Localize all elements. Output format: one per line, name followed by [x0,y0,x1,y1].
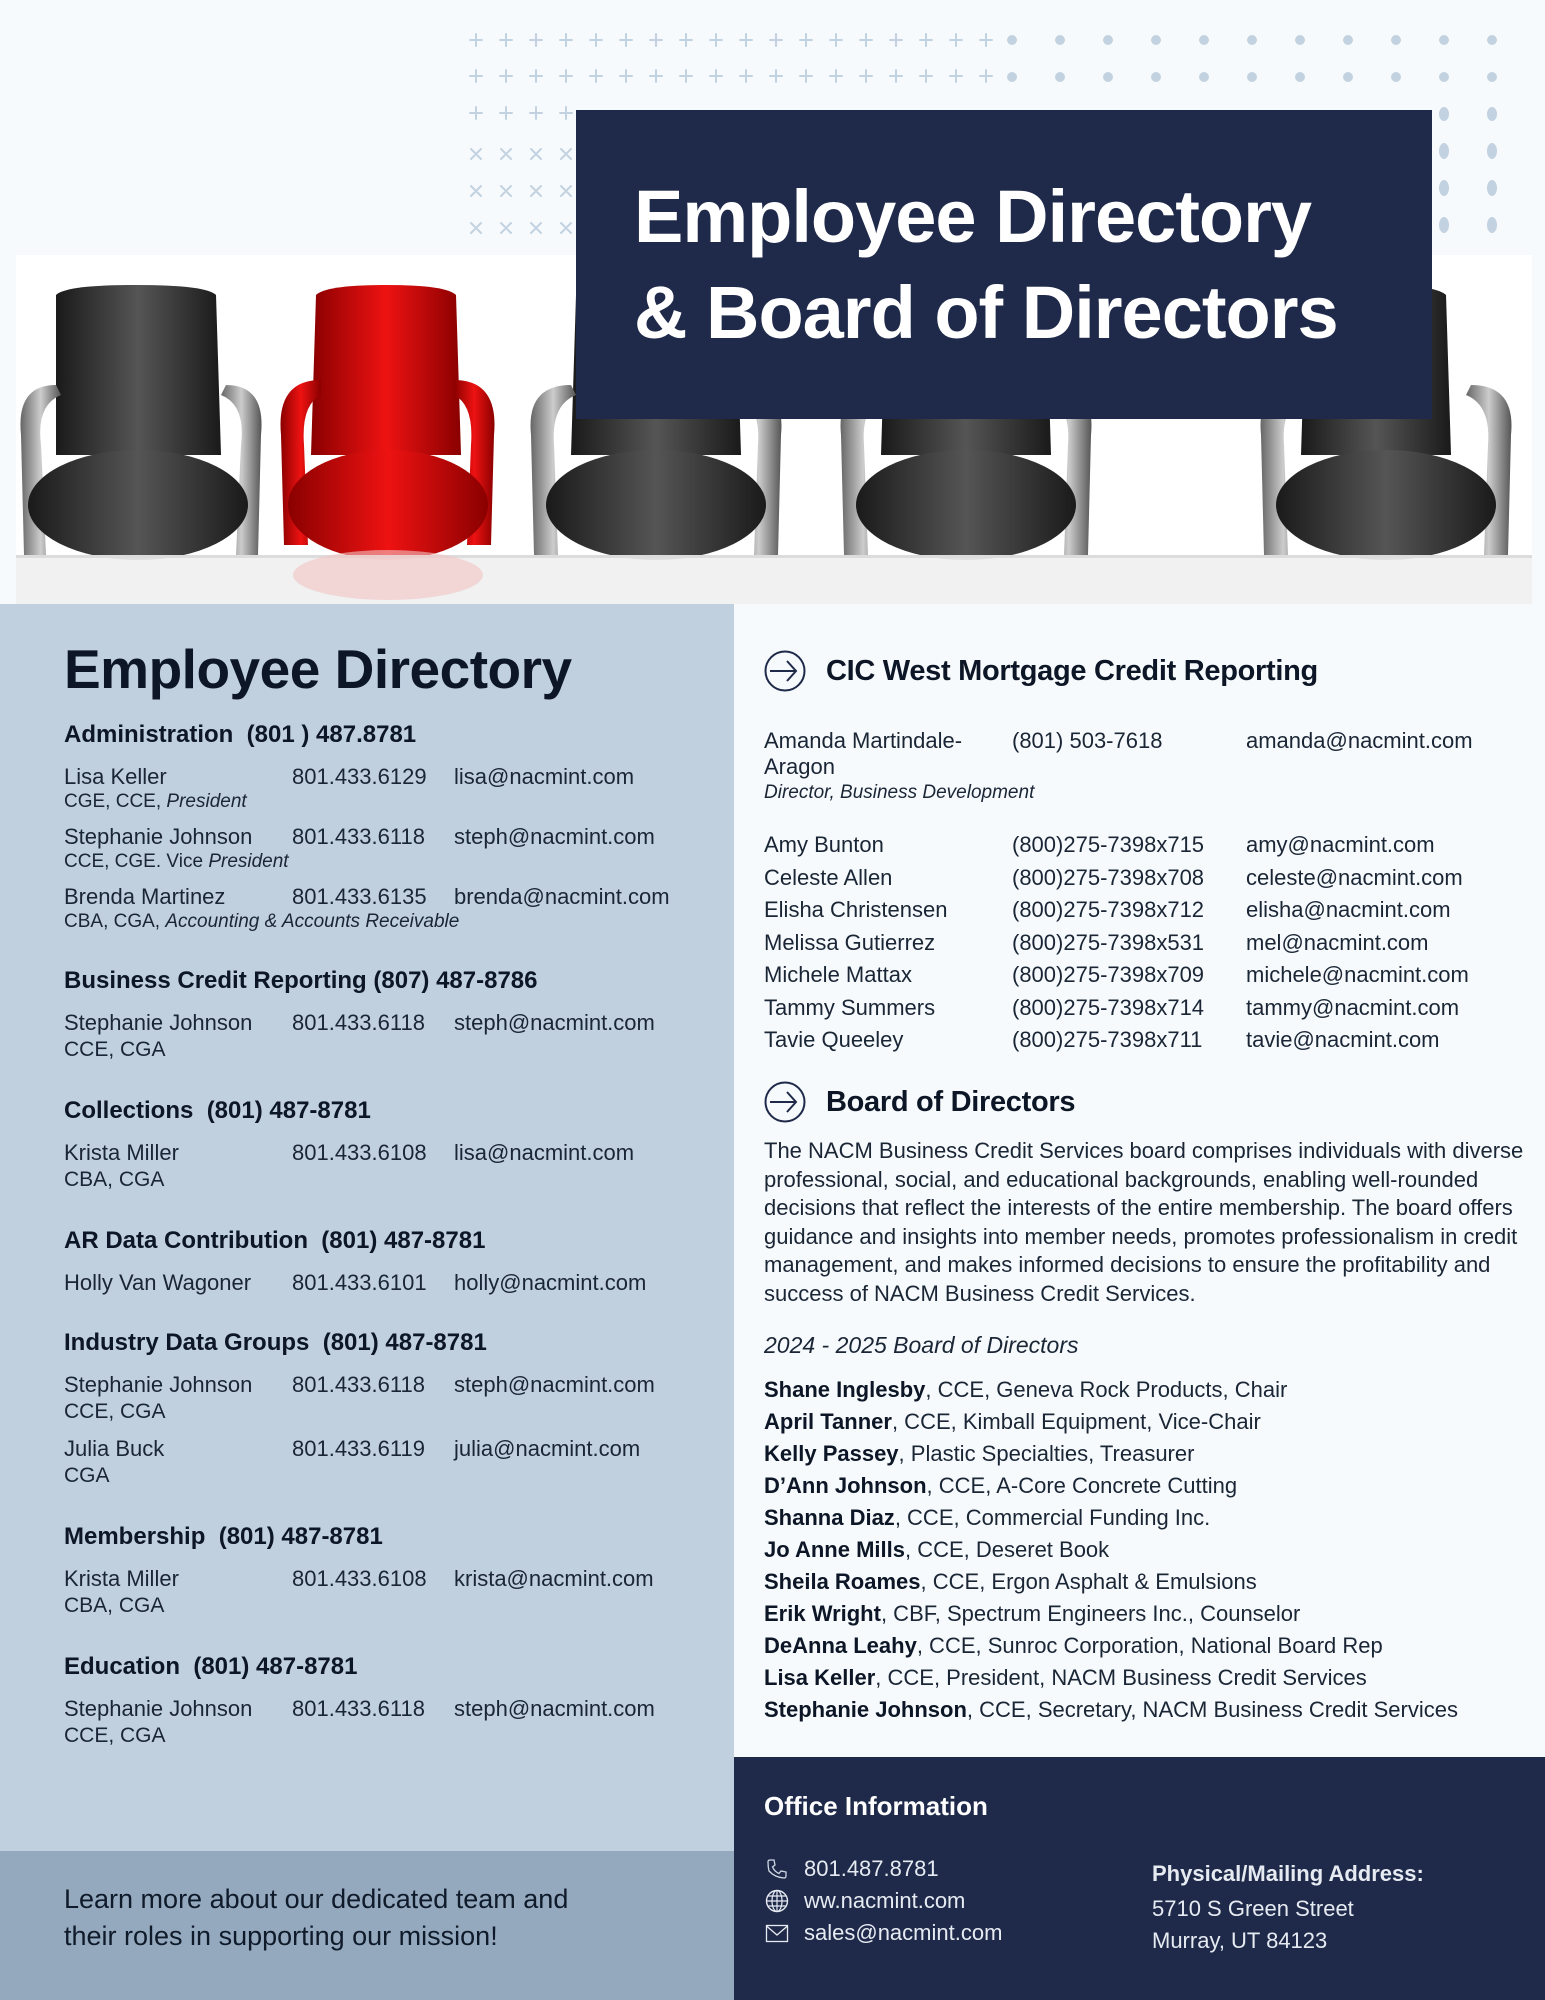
department-education [64,1652,734,1750]
arrow-right-circle-icon [764,1081,806,1123]
employee-name: Stephanie Johnson [64,824,253,849]
employee-email[interactable]: celeste@nacmint.com [1246,864,1463,890]
employee-name: Holly Van Wagoner [64,1270,252,1295]
list-item [764,962,1545,988]
list-item [764,995,1545,1021]
globe-icon [764,1888,790,1914]
employee-entry [64,1140,734,1194]
employee-phone[interactable]: (800)275-7398x709 [1012,962,1205,987]
address-line-2: Murray, UT 84123 [1152,1928,1328,1953]
list-item [764,832,1545,858]
employee-credentials: CGA [64,1464,110,1487]
employee-phone[interactable]: (800)275-7398x714 [1012,994,1205,1020]
employee-name: Tammy Summers [764,994,936,1020]
department-heading: Industry Data Groups (801) 487-8781 [64,1329,487,1356]
employee-email[interactable]: steph@nacmint.com [454,1696,655,1721]
employee-email[interactable]: michele@nacmint.com [1246,962,1469,987]
employee-phone[interactable]: 801.433.6118 [292,1010,425,1035]
employee-email[interactable]: tavie@nacmint.com [1246,1027,1440,1052]
cic-lead-entry [764,728,1545,806]
employee-name: Stephanie Johnson [64,1010,253,1035]
board-member: Kelly Passey, Plastic Specialties, Treasurer [764,1441,1195,1466]
office-address [1152,1853,1424,1957]
employee-phone[interactable]: 801.433.6129 [292,764,427,789]
employee-email[interactable]: julia@nacmint.com [454,1436,641,1461]
phone-icon [764,1856,790,1882]
department-membership [64,1522,734,1620]
office-website-row [764,1885,1152,1917]
page-title-line-2: & Board of Directors [634,270,1338,354]
employee-phone[interactable]: (801) 503-7618 [1012,728,1163,753]
department-heading: AR Data Contribution (801) 487-8781 [64,1227,486,1254]
employee-name: Melissa Gutierrez [764,929,936,955]
employee-phone[interactable]: (800)275-7398x531 [1012,929,1205,955]
employee-phone[interactable]: 801.433.6108 [292,1566,427,1591]
board-member: Shanna Diaz, CCE, Commercial Funding Inc. [764,1505,1211,1530]
employee-phone[interactable]: 801.433.6101 [292,1270,427,1295]
list-item [764,865,1545,891]
employee-credentials: CCE, CGA [64,1038,166,1061]
office-website-link[interactable]: ww.nacmint.com [804,1888,966,1913]
employee-phone[interactable]: 801.433.6118 [292,1696,425,1721]
employee-credentials: CBA, CGA, Accounting & Accounts Receivable [64,911,460,932]
board-member: Erik Wright, CBF, Spectrum Engineers Inc., Counselor [764,1601,1301,1626]
page-title-line-1: Employee Directory [634,174,1312,258]
employee-directory-panel [0,604,734,1851]
employee-credentials: CCE, CGA [64,1400,166,1423]
board-member: D’Ann Johnson, CCE, A-Core Concrete Cutting [764,1473,1238,1498]
employee-email[interactable]: holly@nacmint.com [454,1270,647,1295]
arrow-right-circle-icon [764,650,806,692]
board-section-header [764,1081,1545,1123]
title-banner [576,110,1432,419]
employee-entry [64,1010,734,1064]
employee-phone[interactable]: 801.433.6118 [292,824,425,849]
department-industry-data-groups [64,1328,734,1490]
employee-email[interactable]: mel@nacmint.com [1246,929,1429,955]
employee-name: Michele Mattax [764,962,912,987]
board-member: Lisa Keller, CCE, President, NACM Business Credit Services [764,1665,1367,1690]
department-ar-data-contribution [64,1226,734,1296]
employee-phone[interactable]: (800)275-7398x708 [1012,864,1205,890]
office-information [734,1757,1545,2000]
department-heading: Membership (801) 487-8781 [64,1523,383,1550]
office-phone[interactable]: 801.487.8781 [804,1856,939,1881]
employee-email[interactable]: brenda@nacmint.com [454,884,670,909]
employee-email[interactable]: elisha@nacmint.com [1246,897,1451,922]
board-member: Jo Anne Mills, CCE, Deseret Book [764,1537,1110,1562]
employee-name: Stephanie Johnson [64,1696,253,1721]
department-heading: Collections (801) 487-8781 [64,1097,371,1124]
employee-phone[interactable]: (800)275-7398x712 [1012,897,1205,922]
office-contacts [764,1853,1152,1957]
red-chair-icon [281,285,495,560]
employee-entry [64,1566,734,1620]
employee-name: Krista Miller [64,1140,179,1165]
board-member: Sheila Roames, CCE, Ergon Asphalt & Emulsions [764,1569,1257,1594]
right-panel [734,604,1545,1757]
office-email-link[interactable]: sales@nacmint.com [804,1920,1003,1945]
employee-phone[interactable]: 801.433.6119 [292,1436,425,1461]
employee-name: Brenda Martinez [64,884,226,909]
employee-name: Lisa Keller [64,764,167,789]
cic-staff-list [764,832,1545,1053]
department-heading: Business Credit Reporting (807) 487-8786 [64,967,538,994]
board-member: Stephanie Johnson, CCE, Secretary, NACM Business Credit Services [764,1697,1458,1722]
employee-entry [64,884,734,934]
board-member-list [764,1374,1545,1726]
department-administration [64,720,734,934]
board-title: Board of Directors [826,1085,1076,1118]
department-heading: Administration (801 ) 487.8781 [64,721,417,748]
team-cta-text: Learn more about our dedicated team and their roles in supporting our mission! [64,1884,569,1951]
department-collections [64,1096,734,1194]
list-item [764,897,1545,923]
employee-name: Amanda Martindale- Aragon [764,728,963,779]
employee-name: Tavie Queeley [764,1027,904,1052]
employee-email[interactable]: tammy@nacmint.com [1246,994,1460,1020]
board-subtitle: 2024 - 2025 Board of Directors [764,1332,1079,1358]
office-phone-row [764,1853,1152,1885]
employee-phone[interactable]: 801.433.6108 [292,1140,427,1165]
board-description: The NACM Business Credit Services board comprises individuals with diverse professional, social, and educational backgrounds, enabling well-rounded decisions that reflect the interests of the entire membership. The board offers guidance and insights into member needs, promotes professionalism in credit management, and makes informed decisions to ensure the profitability and success of NACM Business Credit Services. [764,1138,1524,1306]
office-info-title: Office Information [764,1791,988,1821]
employee-email[interactable]: steph@nacmint.com [454,1010,655,1035]
employee-directory-heading: Employee Directory [64,638,572,700]
employee-phone[interactable]: 801.433.6118 [292,1372,425,1397]
employee-credentials: CBA, CGA [64,1168,165,1191]
employee-role: Director, Business Development [764,782,1035,803]
cic-west-title: CIC West Mortgage Credit Reporting [826,654,1318,687]
employee-name: Amy Bunton [764,832,884,857]
board-section [764,1081,1545,1726]
list-item [764,1027,1545,1053]
cic-west-section-header [764,650,1545,692]
employee-entry [64,1436,734,1490]
employee-phone[interactable]: (800)275-7398x711 [1012,1027,1203,1052]
employee-email[interactable]: amy@nacmint.com [1246,832,1435,857]
employee-entry [64,824,734,874]
board-member: DeAnna Leahy, CCE, Sunroc Corporation, National Board Rep [764,1633,1383,1658]
employee-credentials: CCE, CGE. Vice President [64,851,289,872]
employee-phone[interactable]: 801.433.6135 [292,884,427,909]
employee-entry [64,1270,734,1296]
employee-credentials: CGE, CCE, President [64,791,247,812]
employee-name: Krista Miller [64,1566,179,1591]
employee-entry [64,764,734,814]
employee-email[interactable]: lisa@nacmint.com [454,764,635,789]
department-heading: Education (801) 487-8781 [64,1653,358,1680]
employee-email[interactable]: steph@nacmint.com [454,1372,655,1397]
employee-credentials: CBA, CGA [64,1594,165,1617]
employee-email[interactable]: amanda@nacmint.com [1246,728,1473,753]
board-member: Shane Inglesby, CCE, Geneva Rock Products, Chair [764,1377,1288,1402]
employee-name: Celeste Allen [764,864,893,890]
black-chair-icon [20,285,261,560]
employee-name: Stephanie Johnson [64,1372,253,1397]
employee-credentials: CCE, CGA [64,1724,166,1747]
employee-email[interactable]: lisa@nacmint.com [454,1140,635,1165]
employee-email[interactable]: krista@nacmint.com [454,1566,654,1591]
office-email-row [764,1917,1152,1949]
employee-phone[interactable]: (800)275-7398x715 [1012,832,1205,857]
team-cta-band [0,1851,734,2000]
employee-entry [64,1696,734,1750]
department-business-credit-reporting [64,966,734,1064]
employee-email[interactable]: steph@nacmint.com [454,824,655,849]
board-member: April Tanner, CCE, Kimball Equipment, Vice-Chair [764,1409,1261,1434]
address-line-1: 5710 S Green Street [1152,1896,1354,1921]
list-item [764,930,1545,956]
employee-name: Elisha Christensen [764,897,948,922]
employee-name: Julia Buck [64,1436,165,1461]
mail-icon [764,1920,790,1946]
hero-header [0,0,1545,604]
employee-entry [64,1372,734,1426]
address-label: Physical/Mailing Address: [1152,1861,1424,1886]
